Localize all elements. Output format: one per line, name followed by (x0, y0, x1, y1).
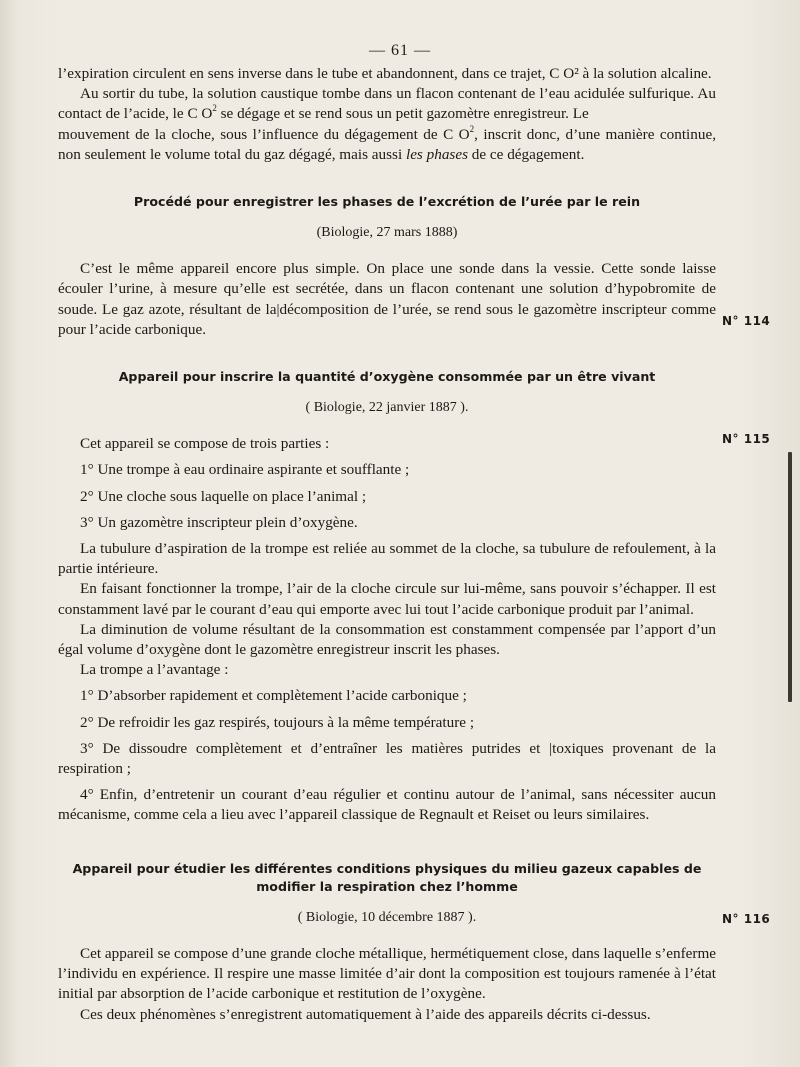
citation: ( Biologie, 10 décembre 1887 ). (297, 909, 477, 925)
citation: ( Biologie, 22 janvier 1887 ). (305, 400, 469, 416)
paragraph: La trompe a l’avantage : (80, 661, 229, 679)
margin-number: N° 115 (722, 432, 771, 446)
page-number: — 61 — (369, 42, 431, 59)
paragraph: Ces deux phénomènes s’enregistrent automatiquement à l’aide des appareils décrits ci-dessus. (80, 1005, 651, 1023)
section-heading: Appareil pour étudier les différentes conditions physiques du milieu gazeux capables de modifier la respiration chez l’homme (72, 860, 702, 894)
list-item: 2° De refroidir les gaz respirés, toujours à la même température ; (80, 713, 475, 731)
paragraph: En faisant fonctionner la trompe, l’air de la cloche circule sur lui-même, sans pouvoir s’échapper. Il est constamment lavé par le courant d’eau qui emporte avec lui tout l’acide carbonique produit par l’animal. (58, 580, 716, 618)
paragraph: mouvement de la cloche, sous l’influence du dégagement de C $O^2$, inscrit donc, d’une manière continue, non seulement le volume total du gaz dégagé, mais aussi les phases de ce dégagement. (58, 123, 716, 163)
section-heading: Procédé pour enregistrer les phases de l’excrétion de l’urée par le rein (133, 194, 641, 210)
list-item: 3° Un gazomètre inscripteur plein d’oxygène. (80, 513, 358, 531)
list-item: 2° Une cloche sous laquelle on place l’animal ; (80, 487, 367, 505)
list-item: 1° Une trompe à eau ordinaire aspirante et soufflante ; (80, 461, 410, 479)
paragraph: l’expiration circulent en sens inverse dans le tube et abandonnent, dans ce trajet, C O² à la solution alcaline. (58, 65, 712, 82)
paragraph: La diminution de volume résultant de la consommation est constamment compensée par l’apport d’un égal volume d’oxygène dont le gazomètre enregistreur inscrit les phases. (58, 620, 716, 659)
section-heading: Appareil pour inscrire la quantité d’oxygène consommée par un être vivant (118, 369, 656, 385)
list-item: 4° Enfin, d’entretenir un courant d’eau régulier et continu autour de l’animal, sans nécessiter aucun mécanisme, comme cela a lieu avec l’appareil classique de Regnault et Reiset ou leurs similaires. (58, 786, 716, 824)
paragraph: Au sortir du tube, la solution caustique tombe dans un flacon contenant de l’eau acidulée sulfurique. Au contact de l’acide, le C $O^2$ se dégage et se rend sous un petit gazomètre enregistreur. Le (58, 85, 716, 123)
paragraph: C’est le même appareil encore plus simple. On place une sonde dans la vessie. Cette sonde laisse écouler l’urine, à mesure qu’elle est secrétée, dans un flacon contenant une solution d’hypobromite de soude. Le gaz azote, résultant de la|décomposition de l’urée, se rend sous le gazomètre inscripteur comme pour l’acide carbonique. (58, 260, 716, 338)
body-text (58, 64, 716, 1025)
paragraph: La tubulure d’aspiration de la trompe est reliée au sommet de la cloche, sa tubulure de refoulement, à la partie intérieure. (58, 540, 716, 578)
margin-number: N° 116 (722, 912, 771, 926)
margin-number: N° 114 (722, 314, 771, 328)
paragraph: Cet appareil se compose de trois parties : (80, 435, 330, 453)
list-item: 3° De dissoudre complètement et d’entraîner les matières putrides et |toxiques provenant de la respiration ; (58, 739, 716, 778)
citation: (Biologie, 27 mars 1888) (316, 225, 458, 241)
margin-rule (788, 452, 792, 702)
list-item: 1° D’absorber rapidement et complètement l’acide carbonique ; (80, 687, 467, 705)
paragraph: Cet appareil se compose d’une grande cloche métallique, hermétiquement close, dans laquelle s’enferme l’individu en expérience. Il respire une masse limitée d’air dont la composition est toujours ramenée à l’état initial par absorption de l’acide carbonique et restitution de l’oxygène. (58, 944, 716, 1003)
